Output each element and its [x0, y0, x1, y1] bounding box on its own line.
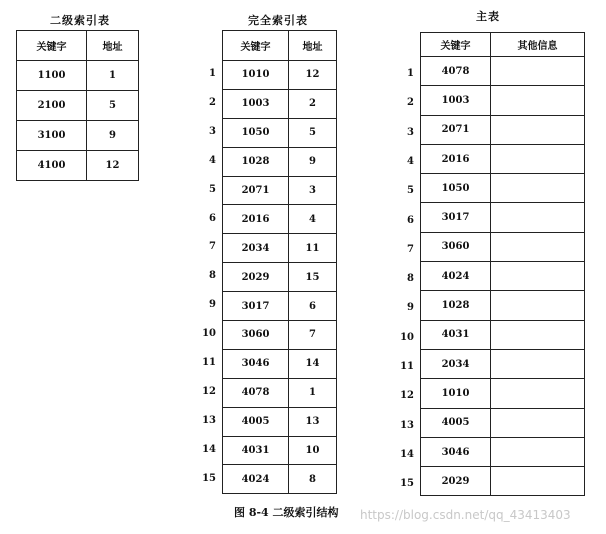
row-number: 7	[209, 241, 216, 253]
table-cell: 4024	[421, 262, 491, 291]
table-row	[223, 407, 337, 436]
table-row	[421, 57, 585, 86]
secondary-index-title: 二级索引表	[50, 14, 110, 27]
table-row	[223, 118, 337, 147]
table-cell: 10	[289, 436, 337, 465]
table-cell: 2034	[223, 234, 289, 263]
table-cell: 15	[289, 263, 337, 292]
table-row	[421, 467, 585, 496]
table-row	[223, 234, 337, 263]
row-number: 8	[209, 270, 216, 282]
table-cell: 1010	[223, 61, 289, 90]
table-cell: 4005	[421, 408, 491, 437]
table-cell	[491, 144, 585, 173]
table-cell	[491, 349, 585, 378]
table-cell: 2071	[223, 176, 289, 205]
table-cell: 1028	[223, 147, 289, 176]
table-cell	[491, 320, 585, 349]
row-number: 12	[202, 385, 216, 397]
column-header: 其他信息	[491, 33, 585, 57]
table-row	[223, 147, 337, 176]
table-cell: 2100	[17, 91, 87, 121]
table-cell: 3046	[421, 437, 491, 466]
row-number: 9	[209, 299, 216, 311]
row-number: 1	[209, 68, 216, 79]
table-cell: 6	[289, 292, 337, 321]
table-row	[223, 263, 337, 292]
table-cell: 3060	[223, 321, 289, 350]
row-number: 4	[209, 154, 216, 166]
table-row	[421, 115, 585, 144]
column-header: 关键字	[421, 33, 491, 57]
table-cell	[491, 86, 585, 115]
table-cell: 9	[87, 121, 139, 151]
row-number: 6	[407, 214, 414, 226]
table-cell: 2016	[223, 205, 289, 234]
table-row	[223, 465, 337, 494]
table-cell: 3017	[223, 292, 289, 321]
table-row	[421, 320, 585, 349]
table-row	[223, 61, 337, 90]
row-number: 2	[407, 97, 414, 109]
table-cell: 2	[289, 89, 337, 118]
table-cell: 5	[87, 91, 139, 121]
table-row	[223, 205, 337, 234]
table-cell: 3	[289, 176, 337, 205]
table-row	[421, 379, 585, 408]
table-row	[223, 176, 337, 205]
table-row	[421, 174, 585, 203]
table-row	[17, 121, 139, 151]
row-number: 3	[407, 126, 414, 138]
table-cell: 7	[289, 321, 337, 350]
table-row	[17, 91, 139, 121]
row-number: 1	[407, 68, 414, 79]
table-cell	[491, 174, 585, 203]
main-table-title: 主表	[476, 10, 500, 23]
table-cell: 4078	[223, 378, 289, 407]
table-row	[421, 408, 585, 437]
table-cell: 4078	[421, 57, 491, 86]
table-cell: 11	[289, 234, 337, 263]
table-row	[421, 203, 585, 232]
row-number: 13	[400, 419, 414, 431]
table-cell: 3046	[223, 349, 289, 378]
table-cell: 3060	[421, 232, 491, 261]
table-cell	[491, 262, 585, 291]
table-cell: 1050	[223, 118, 289, 147]
table-cell: 4024	[223, 465, 289, 494]
table-cell	[491, 437, 585, 466]
table-cell: 9	[289, 147, 337, 176]
table-cell: 1028	[421, 291, 491, 320]
row-number: 6	[209, 212, 216, 224]
table-cell: 5	[289, 118, 337, 147]
table-cell	[491, 467, 585, 496]
row-number: 14	[202, 443, 216, 455]
table-row	[421, 232, 585, 261]
table-cell	[491, 408, 585, 437]
table-row	[421, 86, 585, 115]
table-row	[223, 292, 337, 321]
column-header: 关键字	[223, 31, 289, 61]
table-row	[421, 144, 585, 173]
row-number: 8	[407, 273, 414, 285]
row-number: 15	[400, 478, 414, 490]
table-cell	[491, 115, 585, 144]
row-number: 2	[209, 96, 216, 108]
table-cell: 4031	[223, 436, 289, 465]
table-row	[17, 61, 139, 91]
row-number: 9	[407, 302, 414, 314]
table-cell: 2034	[421, 349, 491, 378]
table-cell: 1	[289, 378, 337, 407]
table-row	[421, 291, 585, 320]
figure-caption: 图 8-4 二级索引结构	[234, 506, 339, 519]
column-header: 地址	[289, 31, 337, 61]
table-row	[223, 321, 337, 350]
table-cell: 1	[87, 61, 139, 91]
table-cell: 3100	[17, 121, 87, 151]
table-cell	[491, 291, 585, 320]
table-row	[421, 349, 585, 378]
row-number: 13	[202, 414, 216, 426]
table-cell: 2016	[421, 144, 491, 173]
table-cell	[491, 232, 585, 261]
watermark: https://blog.csdn.net/qq_43413403	[360, 508, 571, 522]
row-number: 10	[400, 331, 414, 343]
row-number: 5	[209, 183, 216, 195]
table-cell: 4005	[223, 407, 289, 436]
table-cell: 8	[289, 465, 337, 494]
table-cell	[491, 57, 585, 86]
table-cell: 4	[289, 205, 337, 234]
row-number: 5	[407, 185, 414, 197]
column-header: 地址	[87, 31, 139, 61]
row-number: 11	[400, 361, 414, 372]
table-cell: 12	[289, 61, 337, 90]
table-row	[223, 378, 337, 407]
row-number: 14	[400, 448, 414, 460]
row-number: 3	[209, 125, 216, 137]
full-index-title: 完全索引表	[248, 14, 308, 27]
table-cell: 4031	[421, 320, 491, 349]
row-number: 4	[407, 155, 414, 167]
table-cell: 4100	[17, 151, 87, 181]
table-cell: 12	[87, 151, 139, 181]
row-number: 10	[202, 328, 216, 340]
table-row	[223, 436, 337, 465]
secondary-index-table	[16, 30, 139, 181]
row-number: 7	[407, 243, 414, 255]
table-row	[421, 262, 585, 291]
table-cell: 1010	[421, 379, 491, 408]
row-number: 12	[400, 390, 414, 402]
row-number: 11	[202, 357, 216, 368]
table-cell: 14	[289, 349, 337, 378]
table-cell: 2071	[421, 115, 491, 144]
table-cell	[491, 203, 585, 232]
table-cell: 1003	[223, 89, 289, 118]
table-row	[223, 89, 337, 118]
full-index-table	[222, 30, 337, 494]
table-cell: 1100	[17, 61, 87, 91]
table-row	[421, 437, 585, 466]
table-cell: 1003	[421, 86, 491, 115]
main-table	[420, 32, 585, 496]
column-header: 关键字	[17, 31, 87, 61]
table-row	[17, 151, 139, 181]
table-cell: 1050	[421, 174, 491, 203]
table-cell: 3017	[421, 203, 491, 232]
row-number: 15	[202, 472, 216, 484]
table-cell: 13	[289, 407, 337, 436]
table-cell	[491, 379, 585, 408]
table-cell: 2029	[223, 263, 289, 292]
table-row	[223, 349, 337, 378]
table-cell: 2029	[421, 467, 491, 496]
